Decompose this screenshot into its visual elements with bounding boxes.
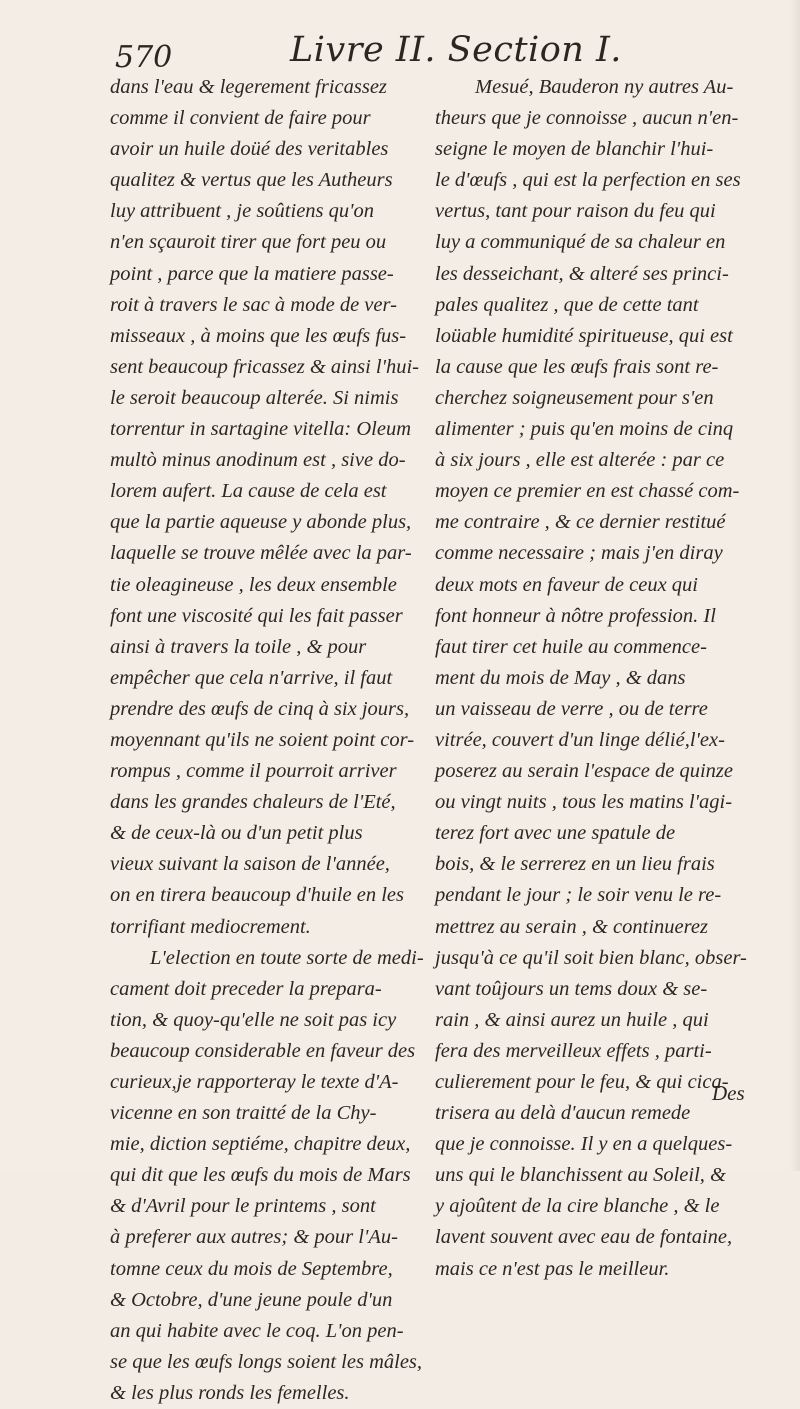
text-line: à six jours , elle est alterée : par ce xyxy=(435,449,725,472)
text-line: moyen ce premier en est chassé com- xyxy=(435,480,740,503)
text-line: les desseichant, & alteré ses princi- xyxy=(435,262,729,285)
text-line: tie oleagineuse , les deux ensemble xyxy=(110,573,397,596)
left-text-column xyxy=(110,72,435,1409)
page-edge-shadow xyxy=(790,0,800,1171)
text-line: roit à travers le sac à mode de ver- xyxy=(110,293,397,316)
text-line: faut tirer cet huile au commence- xyxy=(435,635,707,658)
text-line: an qui habite avec le coq. L'on pen- xyxy=(110,1319,404,1342)
text-line: sent beaucoup fricassez & ainsi l'hui- xyxy=(110,355,420,378)
text-line: on en tirera beaucoup d'huile en les xyxy=(110,884,404,907)
text-line: uns qui le blanchissent au Soleil, & xyxy=(435,1164,726,1187)
text-line: comme necessaire ; mais j'en diray xyxy=(435,542,723,565)
text-line: vant toûjours un tems doux & se- xyxy=(435,977,708,1000)
text-line: ou vingt nuits , tous les matins l'agi- xyxy=(435,791,733,814)
page-number: 570 xyxy=(115,40,173,75)
text-line: le seroit beaucoup alterée. Si nimis xyxy=(110,386,399,409)
text-line: comme il convient de faire pour xyxy=(110,107,371,130)
text-line: pendant le jour ; le soir venu le re- xyxy=(435,884,722,907)
text-line: Mesué, Bauderon ny autres Au- xyxy=(475,76,734,98)
text-line: prendre des œufs de cinq à six jours, xyxy=(110,697,410,720)
text-line: un vaisseau de verre , ou de terre xyxy=(435,697,708,720)
text-line: fera des merveilleux effets , parti- xyxy=(435,1039,712,1062)
text-line: la cause que les œufs frais sont re- xyxy=(435,355,719,378)
text-line: trisera au delà d'aucun remede xyxy=(435,1102,691,1125)
text-line: se que les œufs longs soient les mâles, xyxy=(110,1350,423,1373)
text-line: & les plus ronds les femelles. xyxy=(110,1381,350,1404)
text-line: mie, diction septiéme, chapitre deux, xyxy=(110,1133,411,1156)
text-line: font honneur à nôtre profession. Il xyxy=(435,604,716,627)
text-line: dans l'eau & legerement fricassez xyxy=(110,76,387,98)
text-line: jusqu'à ce qu'il soit bien blanc, obser- xyxy=(435,946,747,969)
text-line: qualitez & vertus que les Autheurs xyxy=(110,169,393,192)
text-line: vertus, tant pour raison du feu qui xyxy=(435,200,716,223)
text-line: culierement pour le feu, & qui cica- xyxy=(435,1071,729,1093)
text-line: terez fort avec une spatule de xyxy=(435,822,676,845)
text-line: que la partie aqueuse y abonde plus, xyxy=(110,511,412,534)
text-line: lorem aufert. La cause de cela est xyxy=(110,480,387,503)
text-line: beaucoup considerable en faveur des xyxy=(110,1039,416,1062)
text-line: alimenter ; puis qu'en moins de cinq xyxy=(435,418,734,441)
text-line: & d'Avril pour le printems , sont xyxy=(110,1195,376,1218)
running-head: Livre II. Section I. xyxy=(290,30,622,70)
catchword: Des xyxy=(712,1081,745,1105)
text-line: vitrée, couvert d'un linge délié,l'ex- xyxy=(435,728,725,751)
text-line: vicenne en son traitté de la Chy- xyxy=(110,1102,377,1125)
text-line: font une viscosité qui les fait passer xyxy=(110,604,403,627)
text-line: empêcher que cela n'arrive, il faut xyxy=(110,666,393,689)
text-line: loüable humidité spiritueuse, qui est xyxy=(435,324,733,347)
text-line: le d'œufs , qui est la perfection en ses xyxy=(435,169,741,192)
text-line: mettrez au serain , & continuerez xyxy=(435,915,708,938)
text-line: seigne le moyen de blanchir l'hui- xyxy=(435,138,714,161)
text-line: qui dit que les œufs du mois de Mars xyxy=(110,1164,411,1187)
text-line: cament doit preceder la prepara- xyxy=(110,977,382,1000)
text-line: theurs que je connoisse , aucun n'en- xyxy=(435,107,739,130)
text-line: poserez au serain l'espace de quinze xyxy=(435,760,733,783)
text-line: pales qualitez , que de cette tant xyxy=(435,293,699,316)
text-line: rompus , comme il pourroit arriver xyxy=(110,760,397,783)
text-line: mais ce n'est pas le meilleur. xyxy=(435,1257,670,1280)
text-line: tion, & quoy-qu'elle ne soit pas icy xyxy=(110,1008,397,1031)
text-line: ainsi à travers la toile , & pour xyxy=(110,635,367,658)
text-line: vieux suivant la saison de l'année, xyxy=(110,853,390,876)
text-line: dans les grandes chaleurs de l'Eté, xyxy=(110,791,396,814)
text-line: torrifiant mediocrement. xyxy=(110,915,311,938)
text-line: cherchez soigneusement pour s'en xyxy=(435,386,714,409)
text-line: avoir un huile doüé des veritables xyxy=(110,138,389,161)
text-line: à preferer aux autres; & pour l'Au- xyxy=(110,1226,398,1249)
text-line: & Octobre, d'une jeune poule d'un xyxy=(110,1288,393,1311)
text-line: L'election en toute sorte de medi- xyxy=(150,946,424,969)
text-line: luy a communiqué de sa chaleur en xyxy=(435,231,726,254)
text-line: y ajoûtent de la cire blanche , & le xyxy=(435,1195,720,1218)
text-line: n'en sçauroit tirer que fort peu ou xyxy=(110,231,387,254)
text-line: lavent souvent avec eau de fontaine, xyxy=(435,1226,733,1249)
text-line: & de ceux-là ou d'un petit plus xyxy=(110,822,363,845)
text-line: misseaux , à moins que les œufs fus- xyxy=(110,324,407,347)
text-line: point , parce que la matiere passe- xyxy=(110,262,394,285)
text-line: luy attribuent , je soûtiens qu'on xyxy=(110,200,375,223)
text-line: tomne ceux du mois de Septembre, xyxy=(110,1257,393,1280)
text-line: multò minus anodinum est , sive do- xyxy=(110,449,406,472)
text-line: ment du mois de May , & dans xyxy=(435,666,686,689)
text-line: que je connoisse. Il y en a quelques- xyxy=(435,1133,733,1156)
text-line: bois, & le serrerez en un lieu frais xyxy=(435,853,715,876)
text-line: deux mots en faveur de ceux qui xyxy=(435,573,698,596)
text-line: torrentur in sartagine vitella: Oleum xyxy=(110,418,412,441)
text-line: moyennant qu'ils ne soient point cor- xyxy=(110,728,415,751)
text-line: rain , & ainsi aurez un huile , qui xyxy=(435,1008,709,1031)
text-line: curieux,je rapporteray le texte d'A- xyxy=(110,1071,399,1093)
text-line: laquelle se trouve mêlée avec la par- xyxy=(110,542,412,565)
text-line: me contraire , & ce dernier restitué xyxy=(435,511,726,534)
